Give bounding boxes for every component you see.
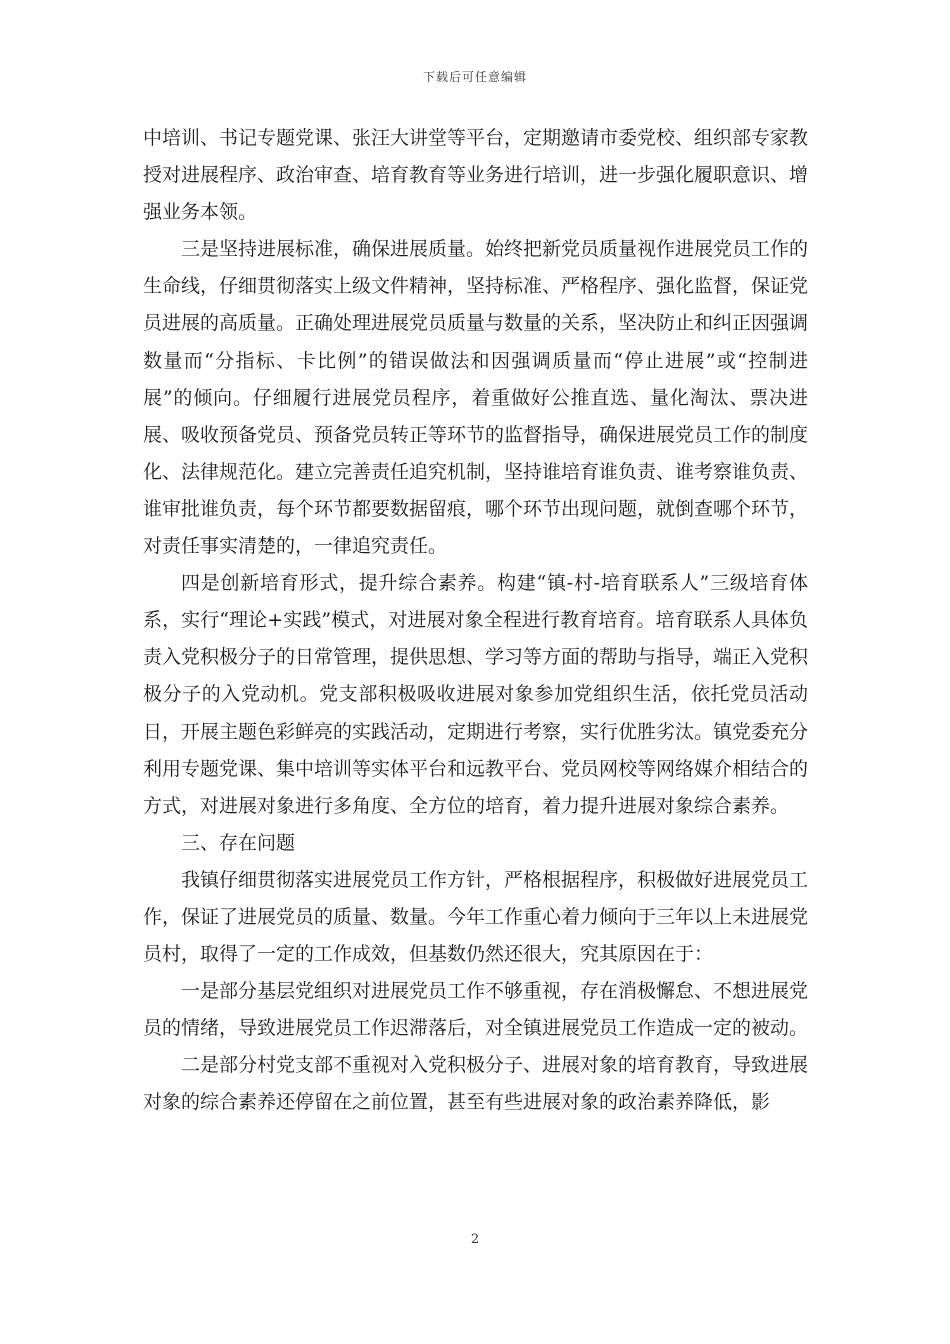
paragraph: 四是创新培育形式，提升综合素养。构建“镇-村-培育联系人”三级培育体系，实行“理论+实践”模式，对进展对象全程进行教育培育。培育联系人具体负责入党积极分子的日常管理，提供思想、学习等方面的帮助与指导，端正入党积极分子的入党动机。党支部积极吸收进展对象参加党组织生活，依托党员活动日，开展主题色彩鲜亮的实践活动，定期进行考察，实行优胜劣汰。镇党委充分利用专题党课、集中培训等实体平台和远教平台、党员网校等网络媒介相结合的方式，对进展对象进行多角度、全方位的培育，着力提升进展对象综合素养。 <box>143 572 809 817</box>
paragraph: 中培训、书记专题党课、张汪大讲堂等平台，定期邀请市委党校、组织部专家教授对进展程序、政治审查、培育教育等业务进行培训，进一步强化履职意识、增强业务本领。 <box>143 127 809 224</box>
page-number: 2 <box>470 1232 480 1247</box>
section-heading: 三、存在问题 <box>181 831 296 854</box>
paragraph: 我镇仔细贯彻落实进展党员工作方针，严格根据程序，积极做好进展党员工作，保证了进展党员的质量、数量。今年工作重心着力倾向于三年以上未进展党员村，取得了一定的工作成效，但基数仍然还很大，究其原因在于： <box>143 868 809 966</box>
document-body <box>143 120 808 1122</box>
paragraph: 一是部分基层党组织对进展党员工作不够重视，存在消极懈怠、不想进展党员的情绪，导致进展党员工作迟滞落后，对全镇进展党员工作造成一定的被动。 <box>143 980 809 1040</box>
page-header: 下载后可任意编辑 <box>422 70 527 84</box>
paragraph: 二是部分村党支部不重视对入党积极分子、进展对象的培育教育，导致进展对象的综合素养还停留在之前位置，甚至有些进展对象的政治素养降低，影 <box>143 1054 809 1114</box>
paragraph: 三是坚持进展标准，确保进展质量。始终把新党员质量视作进展党员工作的生命线，仔细贯彻落实上级文件精神，坚持标准、严格程序、强化监督，保证党员进展的高质量。正确处理进展党员质量与数量的关系，坚决防止和纠正因强调数量而“分指标、卡比例”的错误做法和因强调质量而“停止进展”或“控制进展”的倾向。仔细履行进展党员程序，着重做好公推直选、量化淘汰、票决进展、吸收预备党员、预备党员转正等环节的监督指导，确保进展党员工作的制度化、法律规范化。建立完善责任追究机制，坚持谁培育谁负责、谁考察谁负责、谁审批谁负责，每个环节都要数据留痕，哪个环节出现问题，就倒查哪个环节，对责任事实清楚的，一律追究责任。 <box>143 238 809 558</box>
